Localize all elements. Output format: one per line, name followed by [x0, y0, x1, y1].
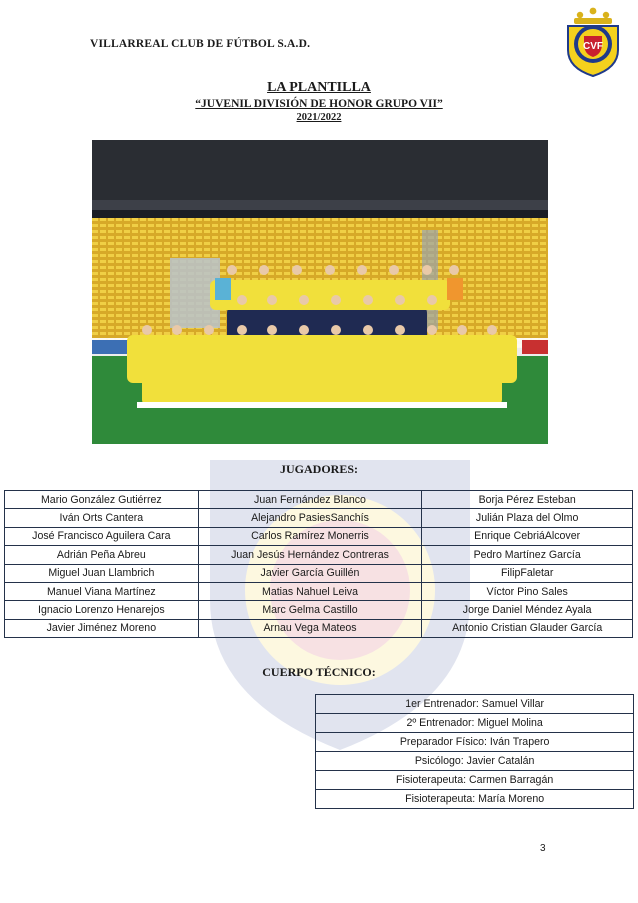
title-block — [0, 80, 638, 125]
player-name-cell: Juan Fernández Blanco — [198, 491, 422, 509]
player-name-cell: Ignacio Lorenzo Henarejos — [5, 601, 199, 619]
table-row — [5, 491, 633, 509]
player-name-cell: Pedro Martínez García — [422, 546, 633, 564]
player-name-cell: Borja Pérez Esteban — [422, 491, 633, 509]
table-row — [5, 619, 633, 637]
table-row — [5, 546, 633, 564]
page-number: 3 — [540, 843, 546, 854]
player-name-cell: FilipFaletar — [422, 564, 633, 582]
table-row — [101, 790, 634, 809]
players-heading: JUGADORES: — [279, 462, 358, 476]
season-label: 2021/2022 — [296, 112, 342, 123]
player-name-cell: Iván Orts Cantera — [5, 509, 199, 527]
club-crest-logo — [560, 6, 626, 78]
staff-member-cell: Psicólogo: Javier Catalán — [316, 752, 634, 771]
players-table — [4, 490, 633, 638]
player-name-cell: Arnau Vega Mateos — [198, 619, 422, 637]
crest-text: CVF — [583, 41, 603, 52]
page-title: LA PLANTILLA — [267, 80, 371, 95]
staff-blank-cell — [101, 733, 316, 752]
player-name-cell: Víctor Pino Sales — [422, 582, 633, 600]
staff-blank-cell — [101, 752, 316, 771]
player-name-cell: Manuel Viana Martínez — [5, 582, 199, 600]
player-name-cell: Julián Plaza del Olmo — [422, 509, 633, 527]
player-name-cell: Mario González Gutiérrez — [5, 491, 199, 509]
staff-blank-cell — [101, 790, 316, 809]
club-name: VILLARREAL CLUB DE FÚTBOL S.A.D. — [90, 38, 311, 50]
staff-heading: CUERPO TÉCNICO: — [262, 665, 376, 679]
staff-blank-cell — [101, 771, 316, 790]
staff-member-cell: Fisioterapeuta: María Moreno — [316, 790, 634, 809]
table-row — [5, 601, 633, 619]
team-photo — [92, 140, 548, 444]
player-name-cell: Matias Nahuel Leiva — [198, 582, 422, 600]
player-name-cell: Antonio Cristian Glauder García — [422, 619, 633, 637]
player-name-cell: José Francisco Aguilera Cara — [5, 527, 199, 545]
staff-table — [101, 694, 634, 809]
table-row — [101, 733, 634, 752]
player-name-cell: Juan Jesús Hernández Contreras — [198, 546, 422, 564]
table-row — [5, 564, 633, 582]
player-name-cell: Javier García Guillén — [198, 564, 422, 582]
staff-member-cell: 1er Entrenador: Samuel Villar — [316, 695, 634, 714]
player-name-cell: Enrique CebriáAlcover — [422, 527, 633, 545]
table-row — [5, 582, 633, 600]
table-row — [101, 714, 634, 733]
player-name-cell: Alejandro PasiesSanchís — [198, 509, 422, 527]
table-row — [101, 695, 634, 714]
player-name-cell: Miguel Juan Llambrich — [5, 564, 199, 582]
staff-blank-cell — [101, 714, 316, 733]
table-row — [5, 527, 633, 545]
staff-member-cell: 2º Entrenador: Miguel Molina — [316, 714, 634, 733]
player-name-cell: Adrián Peña Abreu — [5, 546, 199, 564]
staff-member-cell: Preparador Físico: Iván Trapero — [316, 733, 634, 752]
player-name-cell: Carlos Ramírez Monerris — [198, 527, 422, 545]
player-name-cell: Jorge Daniel Méndez Ayala — [422, 601, 633, 619]
table-row — [101, 771, 634, 790]
player-name-cell: Javier Jiménez Moreno — [5, 619, 199, 637]
table-row — [101, 752, 634, 771]
player-name-cell: Marc Gelma Castillo — [198, 601, 422, 619]
staff-member-cell: Fisioterapeuta: Carmen Barragán — [316, 771, 634, 790]
table-row — [5, 509, 633, 527]
page-subtitle: “JUVENIL DIVISIÓN DE HONOR GRUPO VII” — [195, 98, 443, 110]
staff-blank-cell — [101, 695, 316, 714]
